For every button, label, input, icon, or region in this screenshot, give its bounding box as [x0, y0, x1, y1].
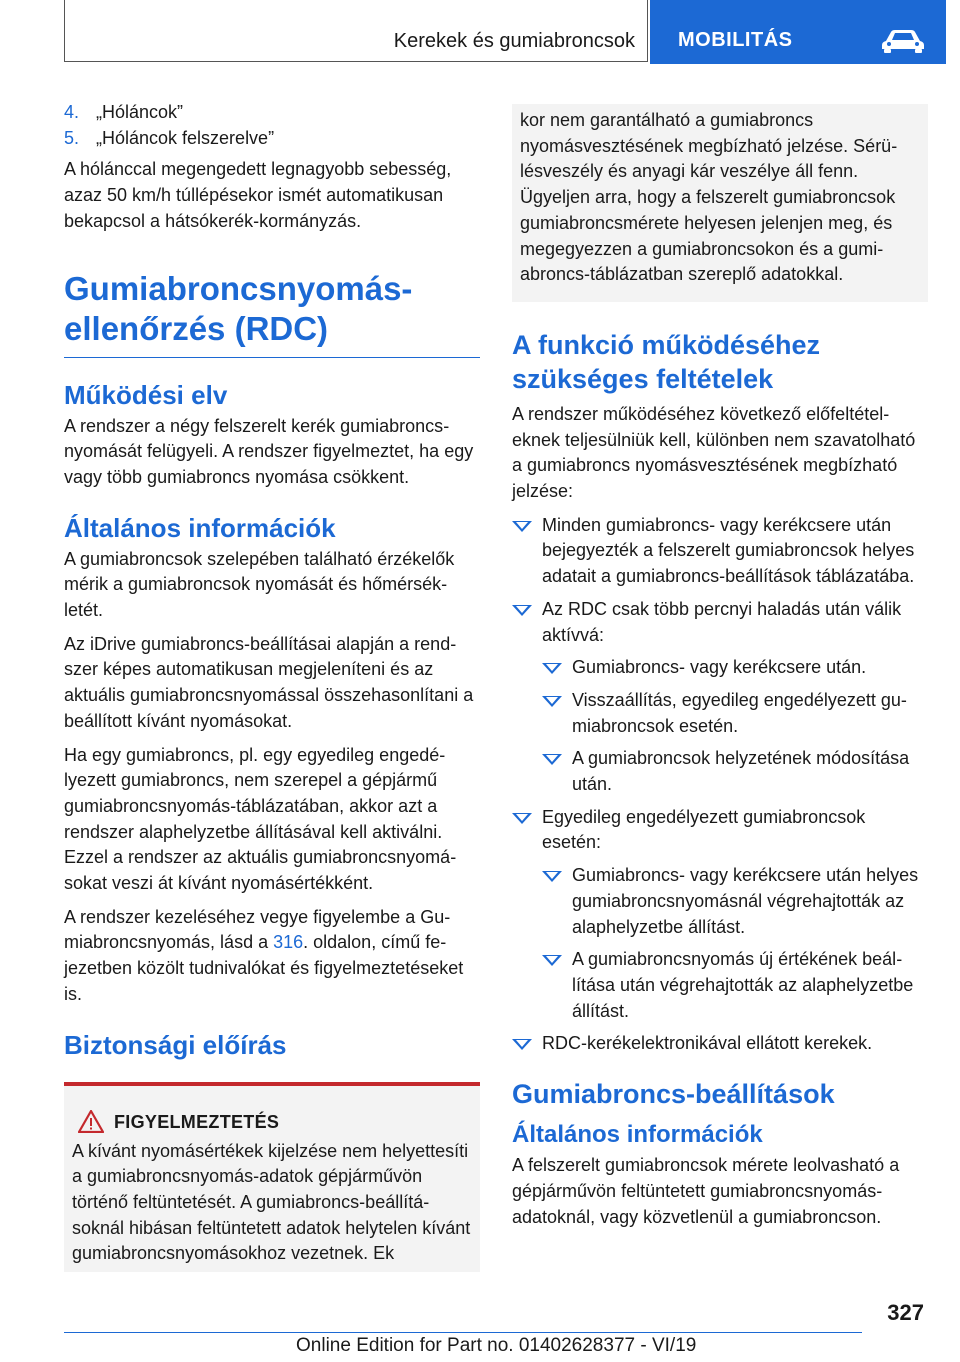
sub-list-item: Gumiabroncs- vagy kerékcsere után. [542, 655, 928, 681]
warning-continuation-box [512, 104, 928, 302]
principle-paragraph: A rendszer a négy felszerelt kerék gumiabroncsnyomását felügyeli. A rendszer figyelmeztet, ha egy vagy több gumiabroncs nyomása csökkent. [64, 415, 474, 487]
list-item: Minden gumiabroncs- vagy kerékcsere után bejegyezték a felszerelt gumiabroncsok helyes adatait a gumiabroncs-beállítások táblázatába. [512, 513, 928, 590]
section-title: Kerekek és gumiabroncsok [393, 30, 635, 52]
warning-continuation-text: kor nem garantálható a gumiabroncs nyomásvesztésének megbízható jelzése. Sérülésveszély és anyagi kár veszélye áll fenn. Ügyeljen arra, hogy a felszerelt gumiabroncsok gumiabroncsmérete helyesen jelenjen meg, és megegyezzen a gumiabroncsokon és a gumiabroncs-táblázatban szereplő adatokkal. [520, 110, 898, 285]
warning-text: A kívánt nyomásértékek kijelzése nem helyettesíti a gumiabroncsnyomás-adatok gépjárművön történő feltüntetését. A gumiabroncs-beállításoknál hibásan feltüntetett adatok helytelen kívánt gumiabroncsnyomásokhoz vezetnek. Ek [72, 1140, 471, 1264]
page-header [64, 0, 946, 64]
section-heading-safety: Biztonsági előírás [64, 1029, 287, 1060]
list-item-text: Az RDC csak több percnyi haladás után válik aktívvá: [542, 598, 902, 645]
section-heading-general: Általános információk [64, 512, 336, 543]
list-item-text: Egyedileg engedélyezett gumiabroncsok esetén: [542, 806, 866, 853]
page-reference-link[interactable]: 316 [273, 932, 304, 953]
list-text: „Hóláncok” [96, 102, 184, 122]
list-item: RDC-kerékelektronikával ellátott kerekek. [512, 1031, 928, 1057]
list-text: „Hóláncok felszerelve” [96, 127, 275, 148]
sub-list-item: Gumiabroncs- vagy kerékcsere után helyes gumiabroncsnyomásnál végrehajtották az alaphelyzetbe állítást. [542, 863, 928, 940]
chapter-title [64, 269, 480, 358]
text-fragment: A rendszer kezeléséhez vegye figyelembe a Gumiabroncsnyomás, lásd a [64, 906, 451, 953]
general-paragraph-1: A gumiabroncsok szelepében található érzékelők mérik a gumiabroncsok nyomását és hőmérsékletét. [64, 548, 455, 621]
left-column [64, 100, 480, 1272]
list-item [512, 805, 928, 1025]
sub-list [542, 655, 928, 798]
chapter-title-line1: Gumiabroncsnyomás- [64, 269, 413, 307]
sub-list-item: Visszaállítás, egyedileg engedélyezett gumiabroncsok esetén. [542, 688, 928, 739]
sub-list [542, 863, 928, 1024]
sub-list-item: A gumiabroncsnyomás új értékének beállítása után végrehajtották az alaphelyzetbe állítást. [542, 947, 928, 1024]
warning-box [64, 1082, 480, 1272]
text-fragment: . oldalon, című fejezetben közölt tudnivalókat és figyelmeztetéseket is. [64, 932, 464, 1004]
chapter-title-line2: ellenőrzés (RDC) [64, 309, 329, 347]
section-heading-tire-settings: Gumiabroncs-beállítások [512, 1079, 835, 1110]
section-heading-principle: Működési elv [64, 379, 228, 410]
footer-edition: Online Edition for Part no. 01402628377 - VI/19 [296, 1335, 697, 1356]
list-number: 4. [64, 102, 80, 122]
list-item [64, 126, 480, 152]
page-number: 327 [887, 1300, 924, 1325]
mobility-tab[interactable] [650, 0, 946, 64]
footer-divider [64, 1332, 862, 1333]
conditions-list [512, 513, 928, 1057]
section-title-box [64, 0, 648, 62]
warning-triangle-icon [78, 1110, 104, 1133]
list-item [64, 100, 480, 126]
general-paragraph-4 [64, 905, 480, 1008]
tab-label: MOBILITÁS [678, 29, 793, 51]
right-column [512, 102, 928, 1238]
intro-paragraph: A hólánccal megengedett legnagyobb sebesség, azaz 50 km/h túllépésekor ismét automatikusan bekapcsol a hátsókerék-kormányzás. [64, 159, 452, 231]
conditions-paragraph: A rendszer működéséhez következő előfeltételeknek teljesülniük kell, különben nem szavatolható a gumiabroncs nyomásvesztésének megbízható jelzése: [512, 403, 916, 502]
section-heading-general-info: Általános információk [512, 1121, 763, 1149]
list-number: 5. [64, 127, 80, 148]
general-info-paragraph: A felszerelt gumiabroncsok mérete leolvasható a gépjárművön feltüntetett gumiabroncsnyomás-adatoknál, vagy közvetlenül a gumiabroncson. [512, 1155, 900, 1227]
general-paragraph-3: Ha egy gumiabroncs, pl. egy egyedileg engedélyezett gumiabroncs, nem szerepel a gépjármű gumiabroncsnyomás-táblázatában, akkor azt a rendszer alaphelyzetbe állításával kell aktiválni. Ezzel a rendszer az aktuális gumiabroncsnyomásokat veszi át kívánt nyomásértékként. [64, 744, 457, 894]
sub-list-item: A gumiabroncsok helyzetének módosítása után. [542, 746, 928, 797]
list-item [512, 597, 928, 798]
numbered-list [64, 100, 480, 151]
section-heading-conditions: A funkció működéséhez szükséges feltételek [512, 329, 821, 394]
general-paragraph-2: Az iDrive gumiabroncs-beállításai alapján a rendszer képes automatikusan megjeleníteni és az aktuális gumiabroncsnyomással összehasonlítani a beállított kívánt nyomásokat. [64, 633, 474, 731]
warning-title: FIGYELMEZTETÉS [114, 1111, 280, 1132]
car-icon [880, 27, 926, 53]
